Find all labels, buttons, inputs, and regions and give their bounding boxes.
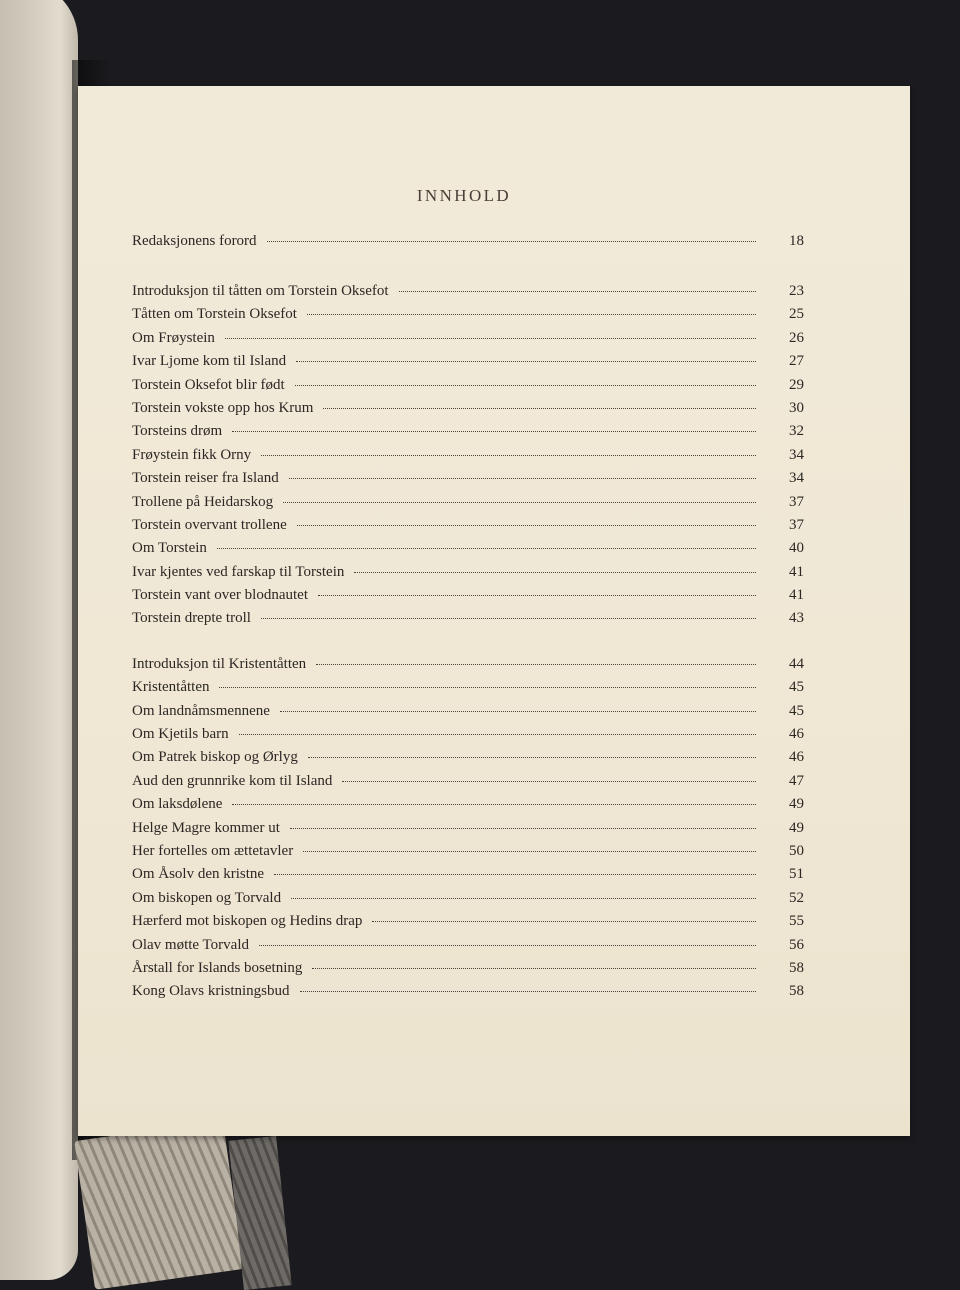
toc-entry-page: 52: [789, 889, 804, 906]
toc-entry-page: 51: [789, 866, 804, 883]
toc-entry-title: Torsteins drøm: [132, 423, 223, 440]
toc-entry-title: Om Torstein: [132, 540, 207, 557]
toc-entry-page: 37: [789, 493, 804, 510]
toc-entry-title: Om laksdølene: [132, 796, 223, 813]
toc-entry-title: Her fortelles om ættetavler: [132, 842, 294, 859]
toc-entry: [132, 374, 804, 397]
toc-entry: [132, 561, 804, 584]
toc-entry: [132, 224, 804, 258]
dot-leader: [274, 874, 756, 875]
toc-entry-page: 34: [789, 446, 804, 463]
toc-entry: [132, 793, 804, 816]
dot-leader: [280, 711, 756, 712]
toc-entry-title: Om landnåmsmennene: [132, 702, 270, 719]
toc-entry: [132, 303, 804, 326]
toc-entry-page: 27: [789, 353, 804, 370]
toc-entry: [132, 514, 804, 537]
toc-entry-page: 47: [789, 772, 804, 789]
dot-leader: [297, 525, 756, 526]
toc-entry-page: 26: [789, 329, 804, 346]
toc-entry: [132, 840, 804, 863]
dot-leader: [217, 548, 756, 549]
toc-entry-page: 23: [789, 283, 804, 299]
dot-leader: [318, 595, 756, 596]
toc-entry-page: 37: [789, 516, 804, 533]
toc-entry-title: Om biskopen og Torvald: [132, 889, 282, 906]
toc-group: [132, 280, 804, 631]
dot-leader: [399, 291, 756, 292]
dot-leader: [239, 734, 756, 735]
toc-entry-title: Redaksjonens forord: [132, 233, 257, 249]
dot-leader: [300, 991, 757, 992]
toc-entry-page: 58: [789, 959, 804, 976]
toc-entry: [132, 676, 804, 699]
dot-leader: [296, 361, 756, 362]
dot-leader: [307, 314, 756, 315]
toc-entry-title: Kong Olavs kristningsbud: [132, 983, 290, 1000]
toc-entry: [132, 280, 804, 303]
toc-entry-title: Torstein reiser fra Island: [132, 470, 279, 487]
toc-entry: [132, 723, 804, 746]
toc-entry-title: Frøystein fikk Orny: [132, 446, 252, 463]
toc-entry-page: 34: [789, 470, 804, 487]
toc-entry: [132, 887, 804, 910]
dot-leader: [312, 968, 756, 969]
toc-entry-page: 55: [789, 913, 804, 930]
dot-leader: [261, 618, 756, 619]
toc-entry: [132, 910, 804, 933]
toc-entry: [132, 350, 804, 373]
toc-entry-page: 43: [789, 610, 804, 627]
toc-entry-title: Torstein vokste opp hos Krum: [132, 399, 314, 416]
toc-entry-page: 50: [789, 842, 804, 859]
ribbon-bookmark: [74, 1120, 243, 1289]
left-facing-page: [0, 0, 78, 1280]
toc-entry-title: Trollene på Heidarskog: [132, 493, 274, 510]
dot-leader: [316, 664, 756, 665]
toc-entry-page: 56: [789, 936, 804, 953]
toc-entry-title: Om Frøystein: [132, 329, 215, 346]
dot-leader: [323, 408, 756, 409]
dot-leader: [232, 804, 756, 805]
dot-leader: [372, 921, 756, 922]
toc-entry-title: Ivar kjentes ved farskap til Torstein: [132, 563, 345, 580]
toc-entry-page: 46: [789, 726, 804, 743]
toc-entry-title: Torstein vant over blodnautet: [132, 587, 308, 604]
dot-leader: [295, 385, 756, 386]
toc-entry: [132, 746, 804, 769]
table-of-contents: [132, 224, 804, 1004]
toc-entry: [132, 700, 804, 723]
toc-entry-title: Torstein overvant trollene: [132, 516, 287, 533]
toc-entry: [132, 653, 804, 676]
toc-group: [132, 653, 804, 1004]
toc-entry-title: Ivar Ljome kom til Island: [132, 353, 287, 370]
dot-leader: [354, 572, 756, 573]
dot-leader: [283, 502, 756, 503]
toc-group: [132, 224, 804, 258]
toc-entry-page: 18: [789, 233, 804, 249]
toc-entry-page: 40: [789, 540, 804, 557]
dot-leader: [232, 431, 756, 432]
toc-entry: [132, 934, 804, 957]
toc-entry: [132, 397, 804, 420]
toc-entry-title: Olav møtte Torvald: [132, 936, 249, 953]
toc-entry: [132, 467, 804, 490]
toc-entry-page: 32: [789, 423, 804, 440]
toc-entry-title: Introduksjon til Kristentåtten: [132, 655, 307, 672]
toc-entry: [132, 863, 804, 886]
toc-entry-page: 45: [789, 702, 804, 719]
toc-entry: [132, 420, 804, 443]
toc-entry-page: 58: [789, 983, 804, 1000]
dot-leader: [342, 781, 756, 782]
toc-entry: [132, 584, 804, 607]
toc-entry: [132, 491, 804, 514]
toc-entry-title: Om Åsolv den kristne: [132, 866, 265, 883]
toc-entry: [132, 980, 804, 1003]
toc-entry: [132, 770, 804, 793]
toc-entry-title: Hærferd mot biskopen og Hedins drap: [132, 913, 363, 930]
toc-entry-title: Om Patrek biskop og Ørlyg: [132, 749, 298, 766]
dot-leader: [303, 851, 756, 852]
toc-entry: [132, 537, 804, 560]
toc-entry-page: 29: [789, 376, 804, 393]
dot-leader: [291, 898, 756, 899]
dot-leader: [290, 828, 756, 829]
toc-entry: [132, 444, 804, 467]
toc-entry-title: Torstein Oksefot blir født: [132, 376, 285, 393]
dot-leader: [261, 455, 756, 456]
dot-leader: [267, 241, 756, 242]
toc-entry-page: 45: [789, 679, 804, 696]
dot-leader: [225, 338, 756, 339]
toc-entry-page: 49: [789, 819, 804, 836]
toc-entry-page: 49: [789, 796, 804, 813]
toc-entry-title: Kristentåtten: [132, 679, 210, 696]
toc-entry: [132, 327, 804, 350]
toc-entry-page: 25: [789, 306, 804, 323]
toc-entry-page: 41: [789, 563, 804, 580]
dot-leader: [289, 478, 756, 479]
toc-entry-page: 46: [789, 749, 804, 766]
toc-entry-title: Torstein drepte troll: [132, 610, 251, 627]
toc-entry-title: Tåtten om Torstein Oksefot: [132, 306, 297, 323]
toc-entry: [132, 607, 804, 630]
book-page: [78, 86, 910, 1136]
toc-entry-title: Årstall for Islands bosetning: [132, 959, 303, 976]
toc-entry-title: Introduksjon til tåtten om Torstein Oksefot: [132, 283, 389, 299]
toc-entry: [132, 957, 804, 980]
toc-entry-title: Aud den grunnrike kom til Island: [132, 772, 333, 789]
toc-entry-title: Helge Magre kommer ut: [132, 819, 280, 836]
toc-entry-page: 41: [789, 587, 804, 604]
page-title: INNHOLD: [416, 186, 512, 205]
toc-entry-page: 44: [789, 655, 804, 672]
toc-entry: [132, 817, 804, 840]
dot-leader: [308, 757, 756, 758]
toc-entry-title: Om Kjetils barn: [132, 726, 229, 743]
dot-leader: [259, 945, 756, 946]
dot-leader: [219, 687, 756, 688]
toc-entry-page: 30: [789, 399, 804, 416]
